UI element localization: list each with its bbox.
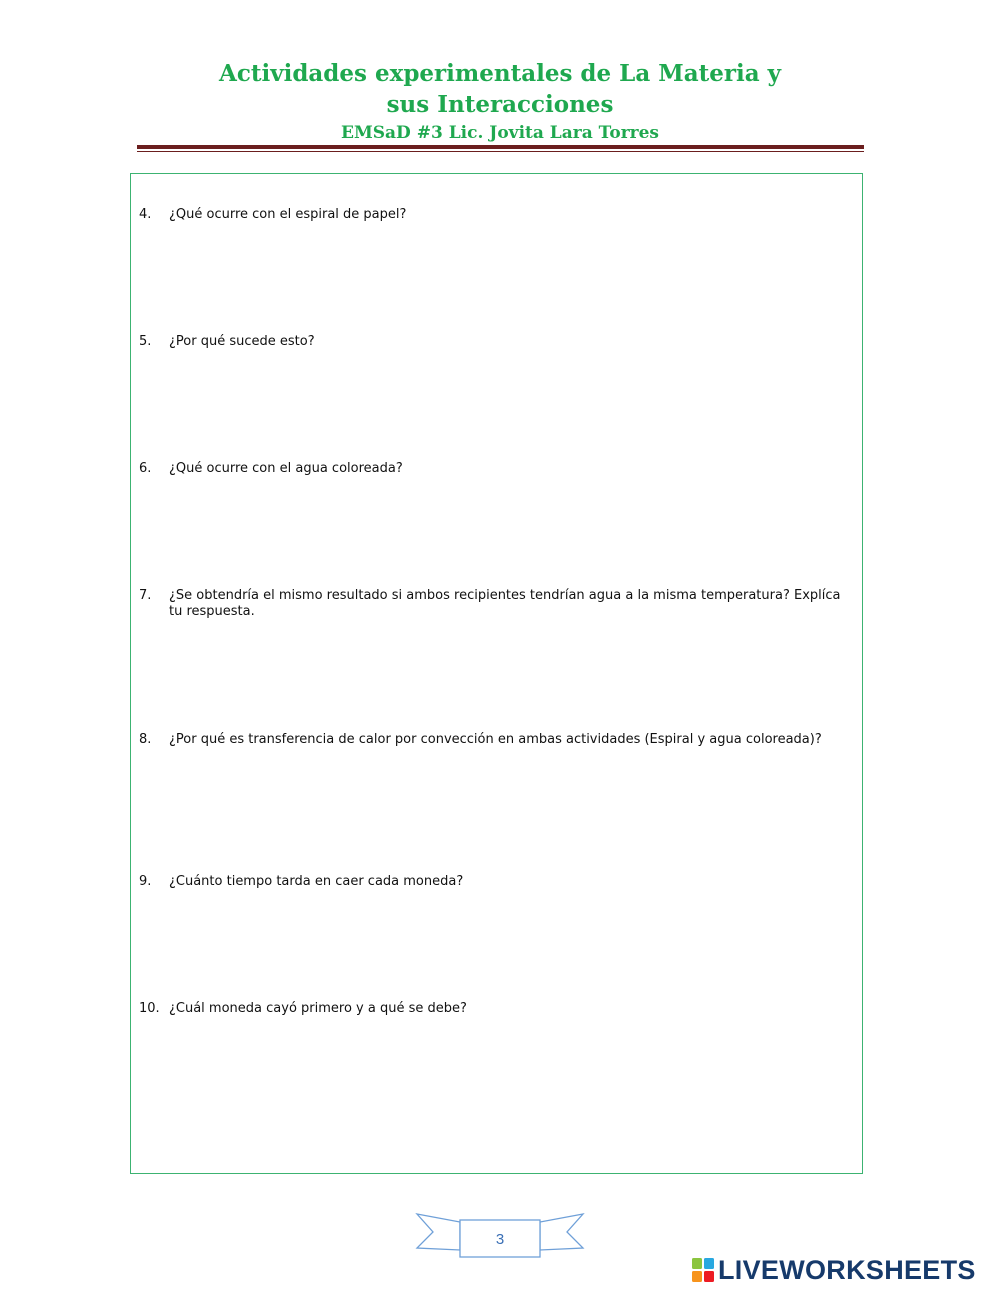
question-number: 7.	[139, 588, 152, 603]
question-text: ¿Por qué es transferencia de calor por convección en ambas actividades (Espiral y agua coloreada)?	[169, 732, 822, 747]
question-6	[139, 461, 854, 477]
question-10	[139, 1001, 854, 1017]
header-rule-thick	[137, 145, 864, 149]
question-text: ¿Por qué sucede esto?	[169, 334, 315, 349]
question-number: 9.	[139, 874, 152, 889]
live-blocks-icon	[692, 1258, 714, 1282]
question-text: ¿Qué ocurre con el espiral de papel?	[169, 207, 407, 222]
question-text: ¿Qué ocurre con el agua coloreada?	[169, 461, 403, 476]
questions-frame	[130, 173, 863, 1174]
question-number: 10.	[139, 1001, 160, 1016]
document-subtitle: EMSaD #3 Lic. Jovita Lara Torres	[340, 123, 660, 143]
header-rule-thin	[137, 151, 864, 152]
question-number: 4.	[139, 207, 152, 222]
page-number: 3	[495, 1231, 505, 1248]
question-text: ¿Se obtendría el mismo resultado si ambos recipientes tendrían agua a la misma temperatura? Explíca tu respuesta.	[169, 588, 841, 619]
question-7	[139, 588, 854, 620]
question-9	[139, 874, 854, 890]
logo-text: LIVEWORKSHEETS	[718, 1255, 976, 1285]
document-header	[0, 58, 1000, 144]
document-title: Actividades experimentales de La Materia y sus Interacciones	[219, 60, 781, 118]
question-number: 5.	[139, 334, 152, 349]
question-text: ¿Cuál moneda cayó primero y a qué se debe?	[169, 1001, 467, 1016]
question-number: 8.	[139, 732, 152, 747]
question-number: 6.	[139, 461, 152, 476]
question-5	[139, 334, 854, 350]
question-text: ¿Cuánto tiempo tarda en caer cada moneda?	[169, 874, 464, 889]
question-8	[139, 732, 854, 748]
question-4	[139, 207, 854, 223]
liveworksheets-logo	[692, 1255, 976, 1285]
